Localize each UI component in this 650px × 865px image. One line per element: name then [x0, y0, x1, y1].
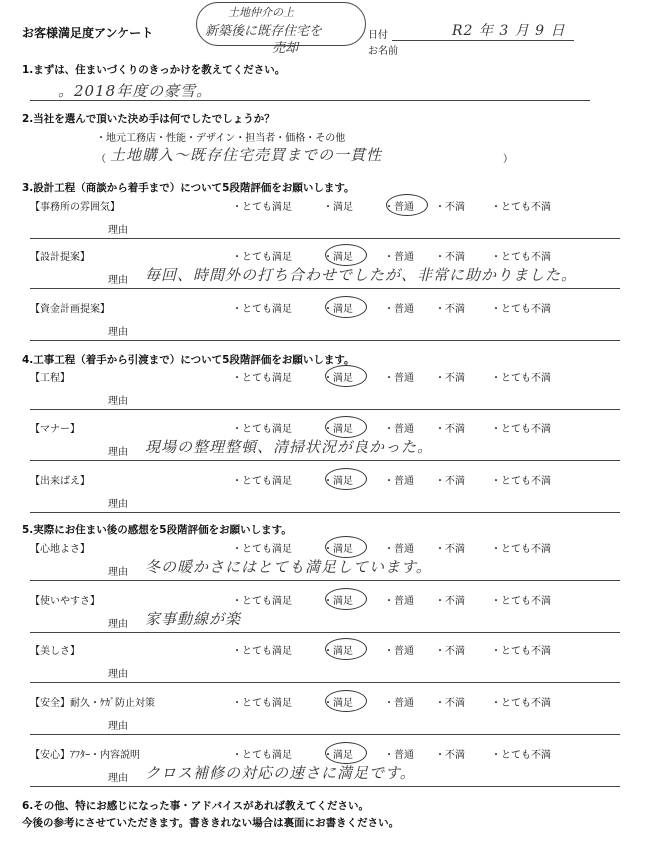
reason-answer: クロス補修の対応の速さに満足です。 — [145, 764, 416, 782]
selected-rating-circle — [325, 296, 367, 318]
question-5: 5.実際にお住まい後の感想を5段階評価をお願いします。 — [22, 524, 292, 536]
rating-item-label: 【設計提案】 — [30, 252, 90, 263]
handwritten-note-line3: 売却 — [272, 41, 299, 56]
rating-option: ・普通 — [384, 252, 414, 263]
rating-option: ・満足 — [323, 252, 353, 263]
name-label: お名前 — [368, 46, 398, 57]
selected-rating-circle — [325, 742, 367, 764]
rating-option: ・不満 — [435, 304, 465, 315]
rating-option: ・とても不満 — [491, 202, 551, 213]
rating-option: ・不満 — [435, 252, 465, 263]
rating-item-label: 【資金計画提案】 — [30, 304, 110, 315]
rating-option: ・満足 — [323, 202, 353, 213]
rating-option: ・不満 — [435, 424, 465, 435]
handwritten-note-line2: 新築後に既存住宅を — [205, 24, 323, 39]
selected-rating-circle — [325, 638, 367, 660]
rating-option: ・普通 — [384, 596, 414, 607]
rating-option: ・満足 — [323, 698, 353, 709]
rating-option: ・とても不満 — [491, 698, 551, 709]
question-2: 2.当社を選んで頂いた決め手は何でしたでしょうか？ — [22, 113, 275, 125]
rating-option: ・とても満足 — [232, 373, 292, 384]
answer-2: 土地購入〜既存住宅売買までの一貫性 — [110, 146, 383, 164]
rating-option: ・満足 — [323, 476, 353, 487]
reason-label: 理由 — [108, 773, 128, 784]
reason-answer: 家事動線が楽 — [145, 610, 242, 628]
reason-label: 理由 — [108, 396, 128, 407]
question-4: 4.工事工程（着手から引渡まで）について5段階評価をお願いします。 — [22, 354, 355, 366]
reason-label: 理由 — [108, 567, 128, 578]
rating-option: ・普通 — [384, 304, 414, 315]
rating-item-label: 【事務所の雰囲気】 — [30, 202, 120, 213]
rating-option: ・とても不満 — [491, 646, 551, 657]
reason-answer: 毎回、時間外の打ち合わせでしたが、非常に助かりました。 — [145, 266, 578, 284]
rating-option: ・とても満足 — [232, 476, 292, 487]
selected-rating-circle — [325, 588, 367, 610]
rating-option: ・不満 — [435, 596, 465, 607]
question-6-note: 今後の参考にさせていただきます。書ききれない場合は裏面にお書きください。 — [22, 817, 400, 829]
rating-item-label: 【美しさ】 — [30, 646, 80, 657]
reason-label: 理由 — [108, 447, 128, 458]
rating-option: ・普通 — [384, 750, 414, 761]
rating-item-label: 【出来ばえ】 — [30, 476, 90, 487]
rating-option: ・とても不満 — [491, 252, 551, 263]
rating-option: ・不満 — [435, 646, 465, 657]
reason-label: 理由 — [108, 721, 128, 732]
rating-option: ・満足 — [323, 373, 353, 384]
rating-item-label: 【安心】ｱﾌﾀｰ・内容説明 — [30, 750, 140, 761]
reason-label: 理由 — [108, 619, 128, 630]
rating-option: ・普通 — [384, 373, 414, 384]
question-1: 1.まずは、住まいづくりのきっかけを教えてください。 — [22, 64, 286, 76]
selected-rating-circle — [325, 690, 367, 712]
reason-answer: 冬の暖かさにはとても満足しています。 — [145, 558, 432, 576]
rating-option: ・とても満足 — [232, 304, 292, 315]
rating-option: ・不満 — [435, 373, 465, 384]
rating-option: ・とても満足 — [232, 698, 292, 709]
rating-option: ・とても満足 — [232, 544, 292, 555]
rating-item-label: 【工程】 — [30, 373, 70, 384]
question-6: 6.その他、特にお感じになった事・アドバイスがあれば教えてください。 — [22, 800, 369, 812]
q2-choices: ・地元工務店・性能・デザイン・担当者・価格・その他 — [96, 133, 346, 144]
rating-option: ・満足 — [323, 646, 353, 657]
handwritten-note-line1: 土地仲介の上 — [228, 6, 294, 19]
rating-option: ・とても不満 — [491, 476, 551, 487]
form-title: お客様満足度アンケート — [22, 26, 154, 40]
reason-label: 理由 — [108, 275, 128, 286]
rating-option: ・不満 — [435, 750, 465, 761]
rating-option: ・普通 — [384, 476, 414, 487]
rating-option: ・満足 — [323, 750, 353, 761]
rating-item-label: 【使いやすさ】 — [30, 596, 100, 607]
rating-option: ・満足 — [323, 304, 353, 315]
selected-rating-circle — [386, 194, 428, 216]
rating-option: ・とても満足 — [232, 750, 292, 761]
rating-option: ・不満 — [435, 698, 465, 709]
rating-option: ・普通 — [384, 424, 414, 435]
rating-option: ・とても満足 — [232, 596, 292, 607]
reason-label: 理由 — [108, 669, 128, 680]
answer-1: 。2018年度の豪雪。 — [58, 82, 213, 100]
selected-rating-circle — [325, 536, 367, 558]
question-3: 3.設計工程（商談から着手まで）について5段階評価をお願いします。 — [22, 182, 355, 194]
reason-label: 理由 — [108, 327, 128, 338]
rating-option: ・不満 — [435, 544, 465, 555]
rating-option: ・不満 — [435, 476, 465, 487]
rating-option: ・とても不満 — [491, 596, 551, 607]
date-value: R2 年 3 月 9 日 — [452, 23, 566, 39]
rating-item-label: 【安全】耐久・ｹｶﾞ防止対策 — [30, 698, 155, 709]
selected-rating-circle — [325, 468, 367, 490]
rating-option: ・とても不満 — [491, 544, 551, 555]
rating-option: ・満足 — [323, 596, 353, 607]
q2-paren-close: ） — [503, 154, 513, 165]
rating-option: ・不満 — [435, 202, 465, 213]
q2-paren-open: （ — [96, 154, 106, 165]
rating-option: ・普通 — [384, 698, 414, 709]
rating-option: ・普通 — [384, 202, 414, 213]
reason-answer: 現場の整理整頓、清掃状況が良かった。 — [145, 438, 434, 456]
rating-item-label: 【心地よさ】 — [30, 544, 90, 555]
rating-option: ・満足 — [323, 424, 353, 435]
rating-option: ・普通 — [384, 646, 414, 657]
rating-option: ・とても不満 — [491, 304, 551, 315]
selected-rating-circle — [325, 244, 367, 266]
reason-label: 理由 — [108, 499, 128, 510]
rating-option: ・とても不満 — [491, 424, 551, 435]
rating-option: ・とても満足 — [232, 646, 292, 657]
rating-option: ・満足 — [323, 544, 353, 555]
rating-item-label: 【マナー】 — [30, 424, 80, 435]
selected-rating-circle — [325, 416, 367, 438]
rating-option: ・普通 — [384, 544, 414, 555]
rating-option: ・とても満足 — [232, 424, 292, 435]
rating-option: ・とても不満 — [491, 750, 551, 761]
reason-label: 理由 — [108, 225, 128, 236]
rating-option: ・とても満足 — [232, 202, 292, 213]
date-label: 日付 — [368, 30, 388, 41]
selected-rating-circle — [325, 365, 367, 387]
rating-option: ・とても不満 — [491, 373, 551, 384]
rating-option: ・とても満足 — [232, 252, 292, 263]
